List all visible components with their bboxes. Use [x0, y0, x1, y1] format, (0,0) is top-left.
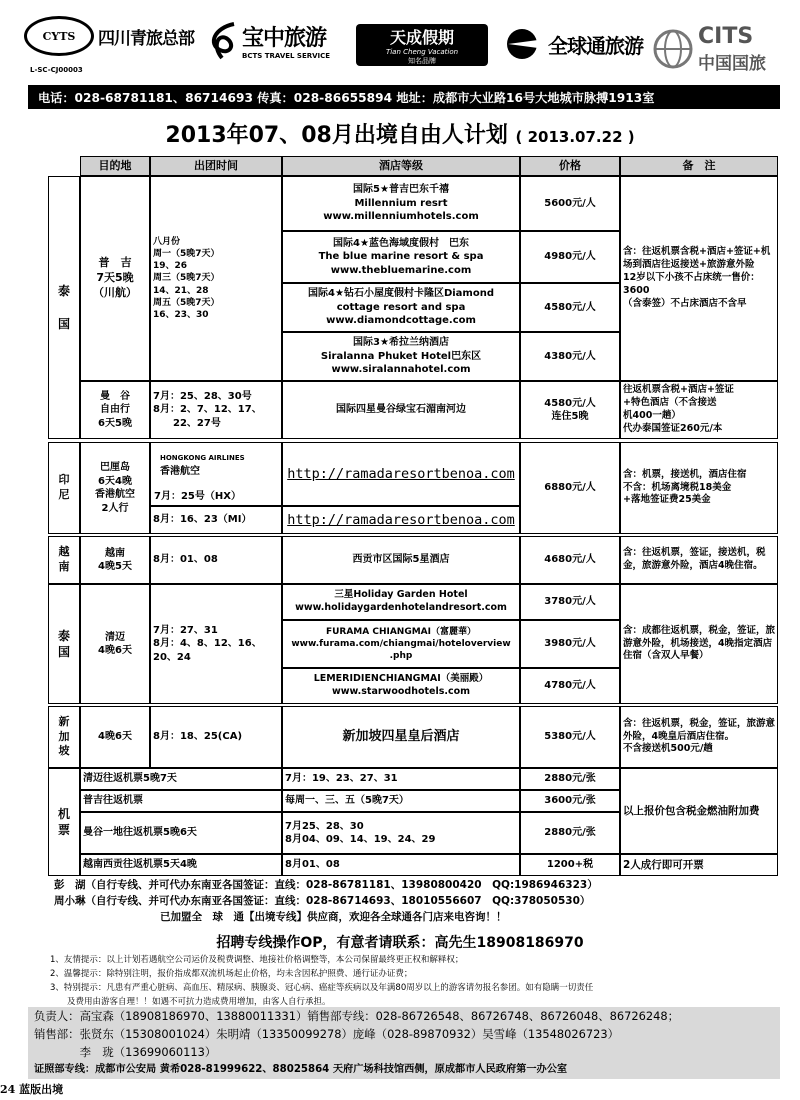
header-hotel: 酒店等级 — [282, 156, 520, 176]
ticket-row-2-name: 普吉往返机票 — [80, 790, 282, 812]
note-tickets: 以上报价包含税金燃油附加费 — [620, 768, 778, 854]
logo-cits — [652, 24, 766, 74]
dest-bangkok: 曼 谷 自由行 6天5晚 — [80, 381, 150, 439]
dest-chiangmai: 清迈 4晚6天 — [80, 584, 150, 704]
title-date: ( 2013.07.22 ) — [515, 128, 635, 146]
note-bangkok: 往返机票含税+酒店+签证 +特色酒店（不含接送 机400一趟） 代办泰国签证260元/本 — [620, 381, 778, 439]
region-tickets: 机 票 — [48, 768, 80, 876]
ticket-row-2-dates: 每周一、三、五（5晚7天） — [282, 790, 520, 812]
note-chiangmai: 含：成都往返机票，税金，签证，旅游意外险，机场接送，4晚指定酒店住宿（含双人早餐） — [620, 584, 778, 704]
staff-line-2: 销售部：张贤东（15308001024）朱明靖（13350099278）庞峰（028-89870932）吴雪峰（13548026723） — [28, 1025, 780, 1043]
header-price: 价格 — [520, 156, 620, 176]
dates-singapore: 8月：18、25(CA) — [150, 706, 282, 768]
region-singapore: 新 加 坡 — [48, 706, 80, 768]
page-title — [0, 118, 800, 149]
ticket-row-2-price: 3600元/张 — [520, 790, 620, 812]
logo-tiancheng — [356, 24, 488, 66]
logo-tiancheng-sub: Tian Cheng Vacation — [385, 47, 459, 56]
staff-line-1: 负责人：高宝森（18908186970、13880011331）销售部专线：028-86726548、86726748、86726048、86726248； — [28, 1007, 780, 1025]
recruit-line: 招聘专线操作OP，有意者请联系：高先生18908186970 — [216, 935, 584, 951]
header-note: 备 注 — [620, 156, 778, 176]
note-bali: 含：机票，接送机，酒店住宿 不含：机场离境税18美金 +落地签证费25美金 — [620, 442, 778, 534]
page-footer: 24 蓝版出境 — [0, 1083, 64, 1096]
cits-globe-icon — [652, 28, 694, 70]
title-main: 2013年07、08月出境自由人计划 — [165, 123, 508, 148]
logo-sichuan — [24, 16, 194, 56]
price-phuket-3: 4580元/人 — [520, 283, 620, 332]
price-chiangmai-1: 3780元/人 — [520, 584, 620, 620]
staff-line-3: 李 珑（13699060113） — [28, 1043, 780, 1061]
dest-vietnam: 越南 4晚5天 — [80, 536, 150, 584]
price-bali: 6880元/人 — [520, 442, 620, 534]
dates-bangkok: 7月：25、28、30号 8月：2、7、12、17、 22、27号 — [150, 381, 282, 439]
hotel-chiangmai-lemeridien: LEMERIDIENCHIANGMAI（美丽殿） www.starwoodhotels.com — [282, 668, 520, 704]
note-phuket: 含：往返机票含税+酒店+签证+机场到酒店往返接送+旅游意外险 12岁以下小孩不占床统一售价：3600 （含泰签）不占床酒店不含早 — [620, 176, 778, 381]
ticket-row-3-dates: 7月25、28、30 8月04、09、14、19、24、29 — [282, 812, 520, 854]
note-tickets-2: 2人成行即可开票 — [620, 854, 778, 876]
tip-4: 及费用由游客自理！！如遇不可抗力造成费用增加，由客人自行承担。 — [50, 997, 331, 1007]
hotel-chiangmai-holiday: 三星Holiday Garden Hotel www.holidaygardenhotelandresort.com — [282, 584, 520, 620]
logo-baozhong-sub: BCTS TRAVEL SERVICE — [242, 51, 331, 60]
hotel-bali-link-1[interactable]: http://ramadaresortbenoa.com — [282, 442, 520, 506]
ticket-row-1-name: 清迈往返机票5晚7天 — [80, 768, 282, 790]
plane-globe-icon — [502, 26, 544, 62]
price-chiangmai-3: 4780元/人 — [520, 668, 620, 704]
hk-airlines-logo — [160, 448, 270, 482]
tip-2: 2、温馨提示：除特别注明，报价指成都双流机场起止价格，均未含因私护照费、通行证办证费； — [50, 969, 413, 979]
agent-zhou: 周小琳（自行专线、并可代办东南亚各国签证：直线：028-86714693、18010556607 QQ:378050530） — [54, 895, 591, 907]
dest-phuket: 普 吉 7天5晚 （川航） — [80, 176, 150, 381]
header-destination: 目的地 — [80, 156, 150, 176]
price-phuket-2: 4980元/人 — [520, 231, 620, 283]
dates-chiangmai: 7月：27、31 8月：4、8、12、16、 20、24 — [150, 584, 282, 704]
passport-line: 证照部专线：成都市公安局 黄希028-81999622、88025864 天府广场科技馆西侧，原成都市人民政府第一办公室 — [28, 1061, 780, 1079]
ticket-row-1-dates: 7月：19、23、27、31 — [282, 768, 520, 790]
logo-baozhong — [206, 20, 330, 60]
price-vietnam: 4680元/人 — [520, 536, 620, 584]
dates-vietnam: 8月：01、08 — [150, 536, 282, 584]
region-indonesia: 印 尼 — [48, 442, 80, 534]
hotel-vietnam: 西贡市区国际5星酒店 — [282, 536, 520, 584]
dest-bali: 巴厘岛 6天4晚 香港航空 2人行 — [80, 442, 150, 534]
ticket-row-3-name: 曼谷一地往返机票5晚6天 — [80, 812, 282, 854]
logo-sichuan-name: 四川青旅总部 — [98, 28, 194, 49]
note-vietnam: 含：往返机票，签证，接送机，税金，旅游意外险，酒店4晚住宿。 — [620, 536, 778, 584]
tip-1: 1、友情提示：以上计划若遇航空公司运价及税费调整、地接社价格调整等，本公司保留最终更正权和解释权； — [50, 955, 464, 965]
hotel-phuket-siralanna: 国际3★希拉兰纳酒店 Siralanna Phuket Hotel巴东区 www.siralannahotel.com — [282, 332, 520, 381]
region-thailand-label: 泰 国 — [57, 284, 70, 331]
hotel-singapore: 新加坡四星皇后酒店 — [282, 706, 520, 768]
hotel-bangkok: 国际四星曼谷绿宝石湄南河边 — [282, 381, 520, 439]
price-phuket-1: 5600元/人 — [520, 176, 620, 231]
ticket-row-4-price: 1200+税 — [520, 854, 620, 876]
hotel-phuket-diamond: 国际4★钻石小屋度假村卡隆区Diamond cottage resort and spa www.diamondcottage.com — [282, 283, 520, 332]
ticket-row-4-name: 越南西贡往返机票5天4晚 — [80, 854, 282, 876]
ticket-row-3-price: 2880元/张 — [520, 812, 620, 854]
price-bangkok: 4580元/人 连住5晚 — [520, 381, 620, 439]
ticket-row-4-dates: 8月01、08 — [282, 854, 520, 876]
logo-cits-cn: 中国国旅 — [698, 54, 766, 74]
dates-phuket: 八月份 周一（5晚7天） 19、26 周三（5晚7天） 14、21、28 周五（5晚7天） 16、23、30 — [150, 176, 282, 381]
ticket-row-1-price: 2880元/张 — [520, 768, 620, 790]
hk-airlines-en: HONGKONG AIRLINES — [160, 453, 245, 462]
logo-baozhong-name: 宝中旅游 — [242, 25, 327, 51]
region-thailand — [48, 176, 80, 439]
contact-bar: 电话：028-68781181、86714693 传真：028-86655894 地址：成都市大业路16号大地城市脉搏1913室 — [28, 85, 780, 109]
note-singapore: 含：往返机票，税金，签证，旅游意外险，4晚皇后酒店住宿。 不含接送机500元/趟 — [620, 706, 778, 768]
region-thailand-2: 泰 国 — [48, 584, 80, 704]
price-singapore: 5380元/人 — [520, 706, 620, 768]
price-phuket-4: 4380元/人 — [520, 332, 620, 381]
hotel-bali-link-2[interactable]: http://ramadaresortbenoa.com — [282, 506, 520, 534]
hk-airlines-cn: 香港航空 — [160, 465, 200, 477]
license-code: L-SC-CJ00003 — [30, 66, 83, 74]
logo-quanqiu — [502, 26, 643, 62]
tip-3: 3、特别提示：凡患有严重心脏病、高血压、精尿病、胰腺炎、冠心病、癌症等疾病以及年满80周岁以上的游客请勿报名参团。如有隐瞒一切责任 — [50, 983, 594, 993]
logo-quanqiu-name: 全球通旅游 — [548, 33, 643, 58]
dates-bali-2: 8月：16、23（MI） — [150, 506, 282, 534]
header-dates: 出团时间 — [150, 156, 282, 176]
logo-tiancheng-tag: 知名品牌 — [408, 56, 436, 65]
logo-cits-name: CITS — [698, 24, 754, 49]
agent-peng: 彭 湖（自行专线、并可代办东南亚各国签证：直线：028-86781181、13980800420 QQ:1986946323） — [54, 879, 598, 891]
price-chiangmai-2: 3980元/人 — [520, 620, 620, 668]
region-vietnam: 越 南 — [48, 536, 80, 584]
hotel-phuket-millennium: 国际5★普吉巴东千禧 Millennium resrt www.millenniumhotels.com — [282, 176, 520, 231]
hotel-phuket-bluemarine: 国际4★蓝色海域度假村 巴东 The blue marine resort & spa www.thebluemarine.com — [282, 231, 520, 283]
hotel-chiangmai-furama: FURAMA CHIANGMAI（富麗華） www.furama.com/chiangmai/hoteloverview .php — [282, 620, 520, 668]
dest-singapore: 4晚6天 — [80, 706, 150, 768]
logo-tiancheng-name: 天成假期 — [389, 27, 454, 47]
cyts-logo-mark: CYTS — [24, 16, 94, 56]
baozhong-swirl-icon — [206, 20, 240, 60]
dates-bali-1: 7月：25号（HX） — [154, 491, 241, 502]
supplier-notice: 已加盟全 球 通【出境专线】供应商，欢迎各全球通各门店来电咨询！！ — [160, 911, 507, 923]
